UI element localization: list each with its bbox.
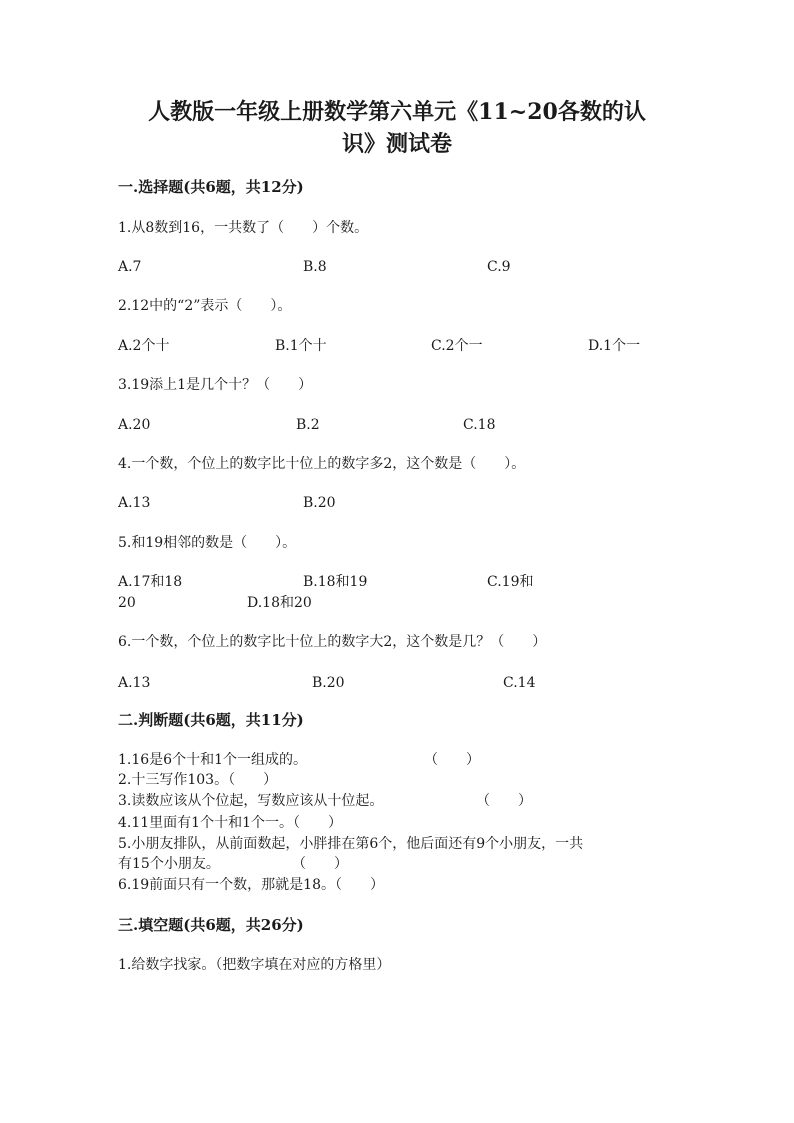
option: C.9 (487, 259, 511, 275)
answer-blank: （ ） (292, 856, 348, 872)
judgment-item: 6.19前面只有一个数，那就是18。（ ） (118, 877, 384, 893)
judgment-item: 有15个小朋友。 (118, 856, 220, 872)
question-stem: 5.和19相邻的数是（ ）。 (118, 535, 297, 551)
option: C.14 (503, 675, 536, 691)
option: B.2 (296, 417, 320, 433)
question-stem: 6.一个数，个位上的数字比十位上的数字大2，这个数是几？（ ） (118, 634, 547, 650)
option: 20 (118, 595, 136, 611)
judgment-item: 4.11里面有1个十和1个一。（ ） (118, 815, 342, 831)
judgment-item: 5.小朋友排队，从前面数起，小胖排在第6个，他后面还有9个小朋友，一共 (118, 836, 584, 852)
question-stem: 3.19添上1是几个十？（ ） (118, 377, 313, 393)
section-1-heading: 一.选择题(共6题，共12分) (118, 178, 304, 196)
option: B.20 (303, 495, 336, 511)
question-stem: 2.12中的“2”表示（ ）。 (118, 298, 292, 314)
judgment-item: 1.16是6个十和1个一组成的。 (118, 752, 307, 768)
option: A.2个十 (118, 338, 170, 354)
option: B.1个十 (275, 338, 327, 354)
judgment-item: 2.十三写作103。（ ） (118, 772, 278, 788)
document-title (80, 96, 714, 160)
title-line-1: 人教版一年级上册数学第六单元《11~20各数的认 (148, 99, 646, 125)
option: B.8 (303, 259, 327, 275)
option: D.1个一 (588, 338, 641, 354)
option: A.13 (118, 675, 151, 691)
option: A.13 (118, 495, 151, 511)
option: A.17和18 (118, 574, 183, 590)
option: B.18和19 (303, 574, 368, 590)
title-line-2: 识》测试卷 (341, 131, 452, 157)
section-3-heading: 三.填空题(共6题，共26分) (118, 916, 304, 934)
question-stem: 4.一个数，个位上的数字比十位上的数字多2，这个数是（ ）。 (118, 456, 526, 472)
option: C.18 (463, 417, 496, 433)
judgment-item: 3.读数应该从个位起，写数应该从十位起。 (118, 793, 384, 809)
option: B.20 (312, 675, 345, 691)
option: A.7 (118, 259, 142, 275)
section-2-heading: 二.判断题(共6题，共11分) (118, 711, 304, 729)
option: C.2个一 (431, 338, 483, 354)
question-stem: 1.给数字找家。（把数字填在对应的方格里） (118, 957, 391, 973)
option: C.19和 (487, 574, 534, 590)
answer-blank: （ ） (424, 752, 480, 768)
answer-blank: （ ） (476, 793, 532, 809)
option: A.20 (118, 417, 151, 433)
option: D.18和20 (247, 595, 312, 611)
question-stem: 1.从8数到16，一共数了（ ）个数。 (118, 220, 369, 236)
